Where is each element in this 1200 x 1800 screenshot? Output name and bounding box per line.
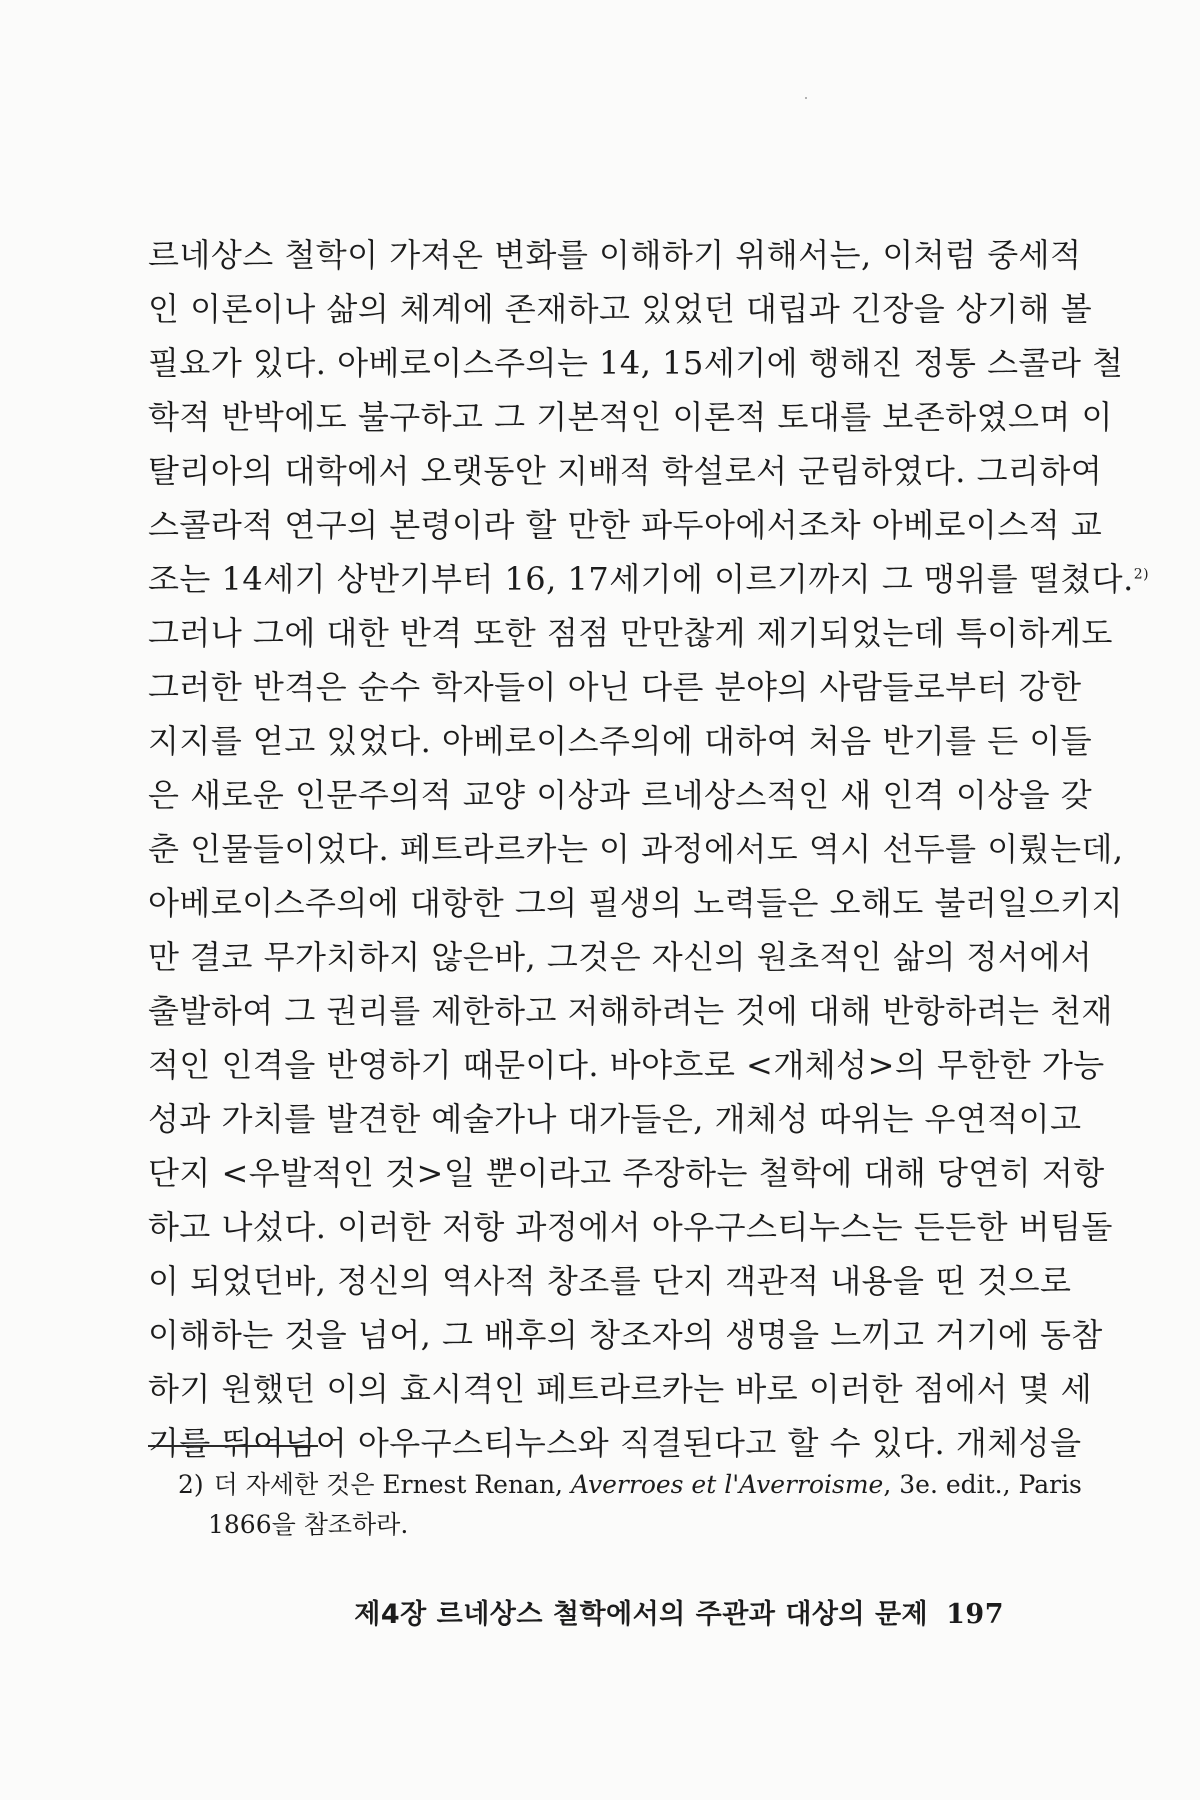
text-line: 그러나 그에 대한 반격 또한 점점 만만찮게 제기되었는데 특이하게도: [148, 614, 1113, 652]
text-line: 만 결코 무가치하지 않은바, 그것은 자신의 원초적인 삶의 정서에서: [148, 938, 1093, 976]
text-line: 단지 <우발적인 것>일 뿐이라고 주장하는 철학에 대해 당연히 저항: [148, 1154, 1105, 1192]
text-line: 이해하는 것을 넘어, 그 배후의 창조자의 생명을 느끼고 거기에 동참: [148, 1316, 1103, 1354]
text-line: 춘 인물들이었다. 페트라르카는 이 과정에서도 역시 선두를 이뤘는데,: [148, 830, 1124, 868]
text-line: 필요가 있다. 아베로이스주의는 14, 15세기에 행해진 정통 스콜라 철: [148, 344, 1124, 382]
footnote: [178, 1465, 1082, 1545]
page-number: 197: [946, 1599, 1004, 1630]
text-line: 이 되었던바, 정신의 역사적 창조를 단지 객관적 내용을 띤 것으로: [148, 1262, 1072, 1300]
footnote-line: [178, 1465, 1082, 1505]
page-footer: [354, 1592, 1004, 1631]
text-line: 인 이론이나 삶의 체계에 존재하고 있었던 대립과 긴장을 상기해 볼: [148, 290, 1093, 328]
text-line-content: 조는 14세기 상반기부터 16, 17세기에 이르기까지 그 맹위를 떨쳤다.: [148, 560, 1134, 598]
text-line: 탈리아의 대학에서 오랫동안 지배적 학설로서 군림하였다. 그리하여: [148, 452, 1103, 490]
text-line: 스콜라적 연구의 본령이라 할 만한 파두아에서조차 아베로이스적 교: [148, 506, 1103, 544]
text-line: 그러한 반격은 순수 학자들이 아닌 다른 분야의 사람들로부터 강한: [148, 668, 1082, 706]
text-line: 하기 원했던 이의 효시격인 페트라르카는 바로 이러한 점에서 몇 세: [148, 1370, 1093, 1408]
text-line: 지지를 얻고 있었다. 아베로이스주의에 대하여 처음 반기를 든 이들: [148, 722, 1093, 760]
text-line: 아베로이스주의에 대항한 그의 필생의 노력들은 오해도 불러일으키지: [148, 884, 1123, 922]
footnote-divider: [148, 1445, 318, 1447]
text-line: 기를 뛰어넘어 아우구스티누스와 직결된다고 할 수 있다. 개체성을: [148, 1424, 1082, 1462]
footnote-book-title: Averroes et l'Averroisme: [570, 1470, 884, 1499]
body-text: [148, 228, 1150, 1470]
footnote-text: 더 자세한 것은 Ernest Renan,: [213, 1470, 571, 1499]
text-line: 출발하여 그 권리를 제한하고 저해하려는 것에 대해 반항하려는 천재: [148, 992, 1113, 1030]
scan-speck: [805, 97, 807, 99]
footnote-line: 1866을 참조하라.: [208, 1510, 409, 1539]
running-title: 제4장 르네상스 철학에서의 주관과 대상의 문제: [354, 1599, 929, 1630]
text-line: 적인 인격을 반영하기 때문이다. 바야흐로 <개체성>의 무한한 가능: [148, 1046, 1105, 1084]
text-line: 은 새로운 인문주의적 교양 이상과 르네상스적인 새 인격 이상을 갖: [148, 776, 1093, 814]
footnote-reference: 2): [1133, 566, 1150, 583]
text-line-with-footnote: [148, 552, 1150, 606]
text-line: 하고 나섰다. 이러한 저항 과정에서 아우구스티누스는 든든한 버팀돌: [148, 1208, 1113, 1246]
text-line: 학적 반박에도 불구하고 그 기본적인 이론적 토대를 보존하였으며 이: [148, 398, 1113, 436]
footnote-number: 2): [178, 1470, 204, 1499]
text-line: 르네상스 철학이 가져온 변화를 이해하기 위해서는, 이처럼 중세적: [148, 236, 1082, 274]
text-line: 성과 가치를 발견한 예술가나 대가들은, 개체성 따위는 우연적이고: [148, 1100, 1082, 1138]
footnote-edition: , 3e. edit., Paris: [883, 1470, 1082, 1499]
